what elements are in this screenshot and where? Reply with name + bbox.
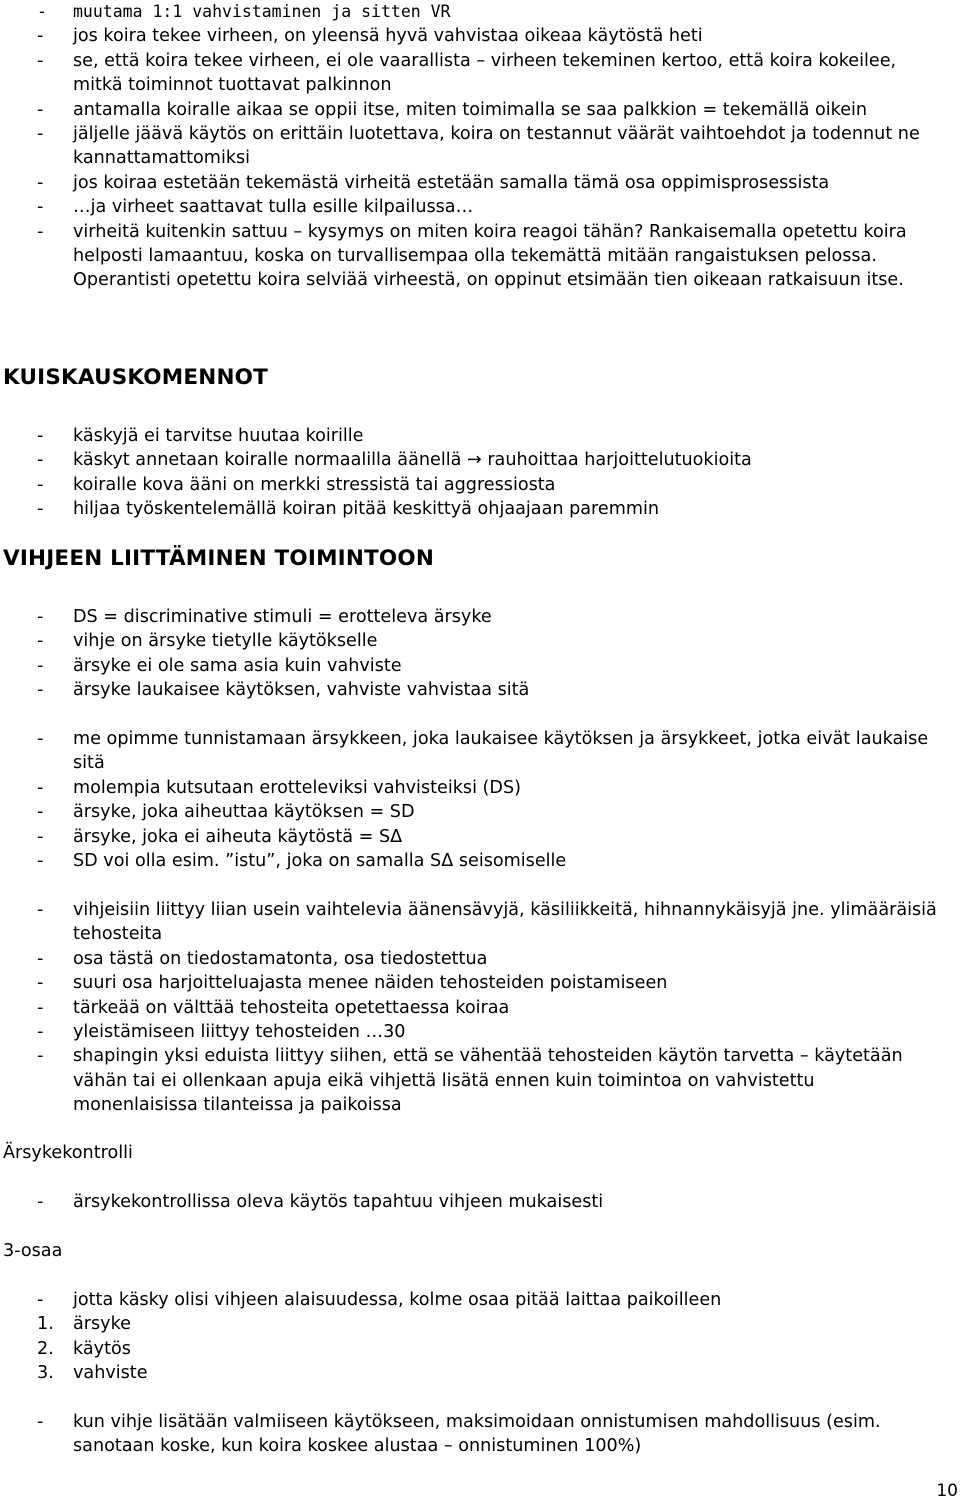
list-item: [0, 448, 960, 472]
numbered-item: [0, 1312, 960, 1336]
list-item: - vihje on ärsyke tietylle käytökselle: [0, 629, 960, 653]
list-item: - ärsyke, joka ei aiheuta käytöstä = SΔ: [0, 825, 960, 849]
list-item: - koiralle kova ääni on merkki stressistä tai aggressiosta: [0, 473, 960, 497]
arrow-right-icon: →: [466, 450, 482, 471]
list-item: - osa tästä on tiedostamatonta, osa tiedostettua: [0, 947, 960, 971]
list-item: - jotta käsky olisi vihjeen alaisuudessa, kolme osaa pitää laittaa paikoilleen: [0, 1288, 960, 1312]
vihje-group3-block: [0, 898, 960, 1118]
list-item: - suuri osa harjoitteluajasta menee näiden tehosteiden poistamiseen: [0, 971, 960, 995]
vihje-group1-list: [0, 605, 960, 703]
numbered-item: [0, 1337, 960, 1361]
list-item: - hiljaa työskentelemällä koiran pitää keskittyä ohjaajaan paremmin: [0, 497, 960, 521]
list-item: - jäljelle jäävä käytös on erittäin luotettava, koira on testannut väärät vaihtoehdot ja todennut ne kannattamattomiksi: [0, 122, 960, 171]
numbered-item: [0, 1361, 960, 1385]
list-item: - antamalla koiralle aikaa se oppii itse, miten toimimalla se saa palkkion = tekemällä oikein: [0, 98, 960, 122]
list-item: - tärkeää on välttää tehosteita opetettaessa koiraa: [0, 996, 960, 1020]
kolme-osaa-last-list: [0, 1410, 960, 1459]
item-text: ärsyke: [73, 1314, 131, 1335]
list-item: - shapingin yksi eduista liittyy siihen, että se vähentää tehosteiden käytön tarvetta – käytetään vähän tai ei ollenkaan apuja eikä vihjettä lisätä ennen kuin toimintoa on vahvistettu monenlaisissa tilanteissa ja paikoissa: [0, 1044, 960, 1117]
vihje-group2-list: [0, 727, 960, 873]
vihje-group2-block: [0, 727, 960, 873]
list-item: - me opimme tunnistamaan ärsykkeen, joka laukaisee käytöksen ja ärsykkeet, jotka eivät laukaise sitä: [0, 727, 960, 776]
kolme-osaa-label: 3-osaa: [3, 1241, 63, 1261]
list-item: - vihjeisiin liittyy liian usein vaihtelevia äänensävyjä, käsiliikkeitä, hihnannykäisyjä jne. ylimääräisiä tehosteita: [0, 898, 960, 947]
item-number: 1.: [37, 1314, 54, 1335]
list-item: - SD voi olla esim. ”istu”, joka on samalla SΔ seisomiselle: [0, 849, 960, 873]
arsyke-list: [0, 1190, 960, 1214]
page-number: 10: [936, 1481, 958, 1501]
item-number: 2.: [37, 1338, 54, 1359]
top-list-block: [0, 0, 960, 293]
section-heading: KUISKAUSKOMENNOT: [3, 365, 268, 390]
list-item: - ärsyke laukaisee käytöksen, vahviste vahvistaa sitä: [0, 678, 960, 702]
list-item: - ärsykekontrollissa oleva käytös tapahtuu vihjeen mukaisesti: [0, 1190, 960, 1214]
numbered-list: [0, 1312, 960, 1385]
list-item: - jos koira tekee virheen, on yleensä hyvä vahvistaa oikeaa käytöstä heti: [0, 24, 960, 48]
kolme-osaa-intro-block: [0, 1288, 960, 1386]
list-item: - käskyjä ei tarvitse huutaa koirille: [0, 424, 960, 448]
item-text: käytös: [73, 1338, 131, 1359]
kolme-osaa-intro-list: [0, 1288, 960, 1312]
vihje-group3-list: [0, 898, 960, 1118]
list-item-text: käskyt annetaan koiralle normaalilla äänellä: [73, 450, 462, 471]
kuiskaus-list: [0, 424, 960, 522]
list-item: - …ja virheet saattavat tulla esille kilpailussa…: [0, 195, 960, 219]
item-number: 3.: [37, 1363, 54, 1384]
list-item: - DS = discriminative stimuli = erotteleva ärsyke: [0, 605, 960, 629]
list-item: - se, että koira tekee virheen, ei ole vaarallista – virheen tekeminen kertoo, että koira kokeilee, mitkä toiminnot tuottavat palkinnon: [0, 49, 960, 98]
top-list: [0, 0, 960, 293]
item-text: vahviste: [73, 1363, 148, 1384]
list-item: - ärsyke, joka aiheuttaa käytöksen = SD: [0, 800, 960, 824]
kolme-osaa-last-block: [0, 1410, 960, 1459]
list-item-text: rauhoittaa harjoittelutuokioita: [487, 450, 752, 471]
kuiskaus-list-block: [0, 424, 960, 522]
list-item: - kun vihje lisätään valmiiseen käytökseen, maksimoidaan onnistumisen mahdollisuus (esim. sanotaan koske, kun koira koskee alustaa – onnistuminen 100%): [0, 1410, 960, 1459]
vihje-section: [0, 545, 960, 573]
arsyke-list-block: [0, 1190, 960, 1214]
list-item: - ärsyke ei ole sama asia kuin vahviste: [0, 654, 960, 678]
kuiskaus-section: [0, 364, 960, 392]
vihje-group1-block: [0, 605, 960, 703]
list-item: - molempia kutsutaan erotteleviksi vahvisteiksi (DS): [0, 776, 960, 800]
section-heading: VIHJEEN LIITTÄMINEN TOIMINTOON: [3, 546, 435, 571]
list-item: - muutama 1:1 vahvistaminen ja sitten VR: [0, 0, 960, 24]
arsykekontrolli-label: Ärsykekontrolli: [3, 1143, 133, 1163]
list-item: - yleistämiseen liittyy tehosteiden …30: [0, 1020, 960, 1044]
list-item: - jos koiraa estetään tekemästä virheitä estetään samalla tämä osa oppimisprosessista: [0, 171, 960, 195]
list-item: - virheitä kuitenkin sattuu – kysymys on miten koira reagoi tähän? Rankaisemalla opetettu koira helposti lamaantuu, koska on turvallisempaa olla tekemättä mitään rangaistuksen pelossa. Operantisti opetettu koira selviää virheestä, on oppinut etsimään tien oikeaan ratkaisuun itse.: [0, 220, 960, 293]
